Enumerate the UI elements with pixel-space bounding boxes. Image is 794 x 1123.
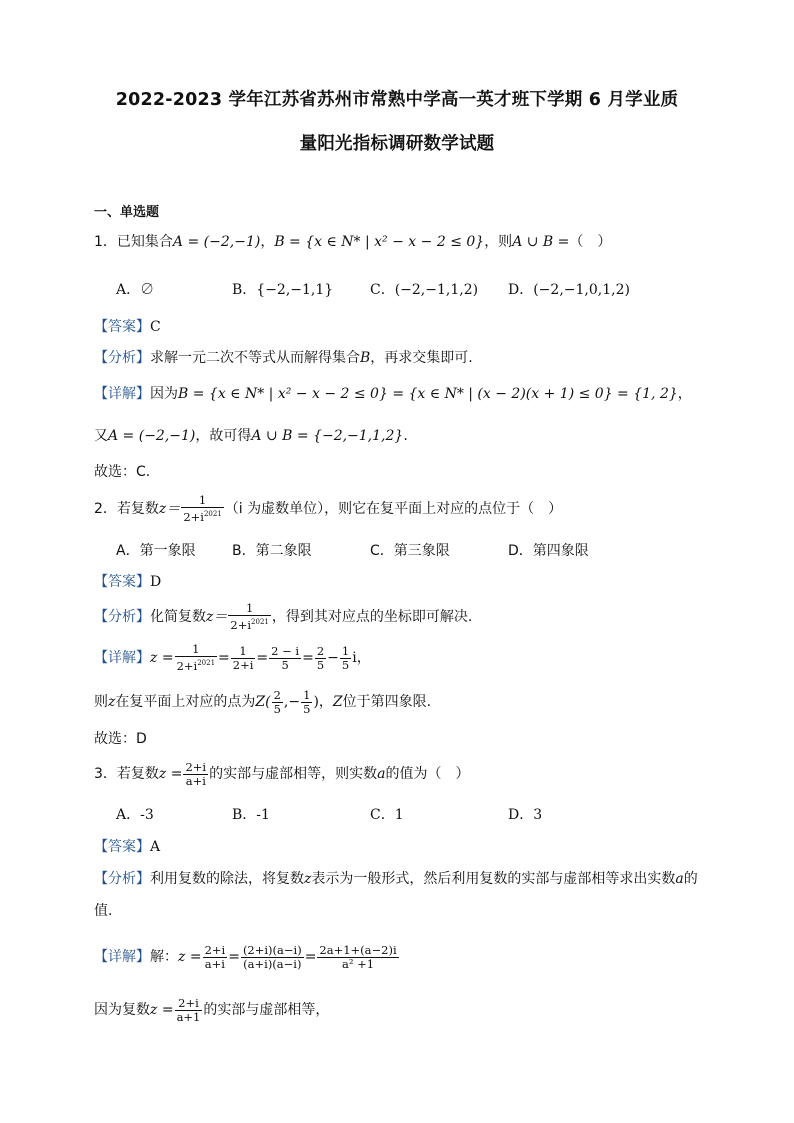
q2-f2-num: 1 [231, 645, 256, 659]
q1-l2-end: . [403, 428, 408, 444]
q3-df1-den: a+i [204, 956, 225, 971]
q2-f3-num: 2 − i [271, 643, 300, 658]
q1-analysis-var: B [360, 350, 371, 366]
q2-f5-den: 5 [341, 657, 350, 672]
q1-option-d: D．(−2,−1,0,1,2) [508, 282, 630, 298]
q3-last-text-b: 的实部与虚部相等， [203, 1002, 330, 1018]
q2-eq-3: = [302, 650, 314, 666]
q1-option-c: C．(−2,−1,1,2) [370, 282, 479, 298]
q1-set-b: B = {x ∈ N* | x² − x − 2 ≤ 0} [274, 234, 485, 250]
q2-f4-num: 2 [316, 643, 325, 658]
q3-detail-line-2 [94, 993, 329, 1027]
q2-stem [94, 494, 562, 524]
q2-l2-text: 则 [94, 694, 108, 710]
q2-detail-frac-3 [269, 645, 301, 672]
q2-analysis-frac-den [228, 616, 270, 632]
q1-answer-value: C [150, 319, 161, 335]
detail-label: 【详解】 [94, 949, 150, 965]
q2-analysis-frac-exp: 2021 [251, 618, 269, 627]
q2-l2-fy-num: 1 [303, 687, 311, 702]
q2-l2-text-b: 在复平面上对应的点为 [115, 694, 256, 710]
q1-analysis-text-b: ，再求交集即可. [370, 350, 473, 366]
q2-option-b: B．第二象限 [232, 543, 312, 559]
q2-imag-unit: i [352, 650, 357, 666]
q1-option-a: A．∅ [116, 282, 155, 298]
q2-eq-2: = [256, 650, 269, 666]
q3-analysis-text-c: 的 [683, 871, 698, 887]
q2-analysis-text: 化简复数 [150, 609, 206, 625]
q2-option-a: A．第一象限 [116, 543, 196, 559]
q2-detail-frac1-den [175, 657, 217, 673]
detail-label: 【详解】 [94, 650, 150, 666]
q3-analysis [94, 869, 698, 889]
q2-l2-fy-den: 5 [303, 701, 311, 716]
q2-frac-num: 1 [181, 494, 223, 508]
q3-df2-num: (2+i)(a−i) [242, 942, 302, 957]
q3-df3-num: 2a+1+(a−2)i [319, 942, 397, 957]
q3-stem-text-b: 的实部与虚部相等，则实数 [209, 766, 378, 782]
q2-detail [94, 643, 371, 673]
q2-frac-den-base: 2+i [183, 509, 204, 524]
q3-option-b: B．-1 [232, 807, 270, 823]
q2-l2-comma: ,− [283, 694, 301, 710]
q3-fraction [183, 761, 208, 788]
q1-l2-math2: A ∪ B = {−2,−1,1,2} [251, 428, 404, 444]
q3-analysis-z: z [304, 871, 312, 887]
q2-detail-frac-5 [340, 645, 351, 672]
analysis-label: 【分析】 [94, 871, 150, 887]
q1-detail-text: 因为 [150, 386, 178, 402]
q3-last-text: 因为复数 [94, 1002, 150, 1018]
q2-frac-exp: 2021 [203, 510, 222, 519]
q1-option-b: B．{−2,−1,1} [232, 282, 334, 298]
q2-l2-point: Z( [255, 694, 271, 710]
q2-detail-frac-1 [175, 643, 217, 673]
q3-last-frac [175, 997, 203, 1024]
analysis-label: 【分析】 [94, 609, 150, 625]
q2-f4-den: 5 [316, 657, 325, 672]
q3-detail-text: 解： [150, 949, 178, 965]
q2-analysis-text-b: ，得到其对应点的坐标即可解决. [271, 609, 473, 625]
q3-detail-frac-2 [241, 944, 304, 971]
q2-detail-z: z = [150, 650, 174, 666]
q2-option-c: C．第三象限 [370, 543, 450, 559]
q2-l2-fx-num: 2 [273, 687, 281, 702]
q2-option-d: D．第四象限 [508, 543, 589, 559]
q1-analysis-text: 求解一元二次不等式从而解得集合 [150, 350, 360, 366]
page-title-line-2: 量阳光指标调研数学试题 [299, 134, 495, 154]
q3-option-d: D．3 [508, 807, 543, 823]
page-title-line-1: 2022-2023 学年江苏省苏州市常熟中学高一英才班下学期 6 月学业质 [115, 90, 679, 110]
q3-z: z = [158, 766, 183, 782]
q2-fraction [181, 494, 223, 524]
q2-detail-frac-2 [231, 645, 256, 672]
q1-union: A ∪ B = [512, 234, 570, 250]
q2-stem-text-b: （i 为虚数单位），则它在复平面上对应的点位于（ ） [224, 501, 563, 517]
q3-var-a: a [377, 766, 386, 782]
q3-analysis-text: 利用复数的除法，将复数 [150, 871, 304, 887]
q2-l2-frac-y [301, 689, 312, 716]
q3-last-den: a+1 [176, 1009, 201, 1024]
q2-l2-fx-den: 5 [273, 701, 281, 716]
q2-answer [94, 572, 161, 592]
q1-detail-end: ， [677, 386, 692, 402]
q3-frac-num: 2+i [185, 759, 207, 774]
q1-stem-text-b: ，则 [484, 234, 513, 250]
analysis-label: 【分析】 [94, 350, 150, 366]
q1-sep: ， [260, 234, 275, 250]
q3-df2-den: (a+i)(a−i) [243, 956, 302, 971]
q2-analysis-frac-num: 1 [228, 602, 270, 616]
q2-eq-1: = [218, 650, 230, 666]
q2-detail-frac1-num: 1 [175, 643, 217, 657]
answer-label: 【答案】 [94, 574, 150, 590]
q2-z: z＝ [158, 501, 181, 517]
q2-detail-frac1-exp: 2021 [197, 659, 216, 668]
q2-answer-value: D [150, 574, 162, 590]
q1-set-a: A = (−2,−1) [172, 234, 261, 250]
q3-frac-den: a+i [185, 773, 206, 788]
q3-eq-2: = [304, 949, 317, 965]
q2-l2-close: ) [313, 694, 319, 710]
q3-detail-frac-1 [203, 944, 228, 971]
q1-l2-text: 又 [94, 428, 108, 444]
q2-stem-text: 2．若复数 [94, 501, 159, 517]
q3-answer [94, 837, 160, 857]
q3-analysis-line-2: 值. [94, 903, 113, 919]
q3-option-a: A．-3 [116, 807, 154, 823]
q1-detail-line-2 [94, 426, 408, 446]
q1-stem [94, 232, 611, 252]
q2-detail-end: ， [356, 650, 371, 666]
q2-conclusion: 故选：D [94, 731, 147, 747]
q1-detail [94, 384, 692, 404]
answer-label: 【答案】 [94, 319, 150, 335]
q1-answer [94, 317, 161, 337]
q2-detail-frac1-base: 2+i [176, 658, 198, 673]
q2-analysis-fraction [228, 602, 270, 632]
q1-detail-math: B = {x ∈ N* | x² − x − 2 ≤ 0} = {x ∈ N* | (x − 2)(x + 1) ≤ 0} = {1, 2} [178, 386, 678, 402]
q3-stem-text-c: 的值为（ ） [385, 766, 470, 782]
q3-stem-text: 3．若复数 [94, 766, 159, 782]
q2-l2-text-c: 位于第四象限. [342, 694, 432, 710]
q2-l2-z: z [108, 694, 116, 710]
q3-last-num: 2+i [175, 997, 203, 1011]
q3-df1-num: 2+i [204, 942, 226, 957]
q2-l2-Z: Z [332, 694, 343, 710]
q3-eq-1: = [228, 949, 240, 965]
answer-label: 【答案】 [94, 839, 150, 855]
q3-option-c: C．1 [370, 807, 404, 823]
q1-analysis [94, 348, 473, 368]
section-heading: 一、单选题 [94, 205, 160, 220]
q2-l2-frac-x [272, 689, 283, 716]
q3-analysis-text-b: 表示为一般形式，然后利用复数的实部与虚部相等求出实数 [311, 871, 676, 887]
q3-last-z: z = [150, 1002, 174, 1018]
detail-label: 【详解】 [94, 386, 150, 402]
q3-detail-z: z = [178, 949, 202, 965]
q2-f5-num: 1 [341, 643, 350, 658]
q2-detail-frac-4 [315, 645, 326, 672]
q3-answer-value: A [150, 839, 161, 855]
q1-l2-math1: A = (−2,−1) [108, 428, 196, 444]
q1-l2-text-b: ，故可得 [195, 428, 252, 444]
q2-frac-den [181, 508, 223, 524]
q2-analysis-frac-den-base: 2+i [230, 617, 252, 632]
q1-stem-text: 1．已知集合 [94, 234, 173, 250]
q3-analysis-a: a [675, 871, 684, 887]
q2-f2-den: 2+i [232, 657, 254, 672]
q2-detail-line-2 [94, 687, 431, 717]
q1-paren: （ ） [569, 234, 612, 250]
q2-l2-sep: ， [318, 694, 333, 710]
q3-stem [94, 759, 469, 789]
q3-detail-frac-3 [317, 944, 398, 971]
q2-analysis [94, 602, 472, 632]
q2-analysis-z: z＝ [206, 609, 228, 625]
q3-detail [94, 940, 400, 974]
q3-df3-den: a² +1 [342, 956, 375, 971]
q2-f3-den: 5 [281, 657, 289, 672]
q1-conclusion: 故选：C. [94, 464, 151, 480]
q2-minus: − [327, 650, 339, 666]
